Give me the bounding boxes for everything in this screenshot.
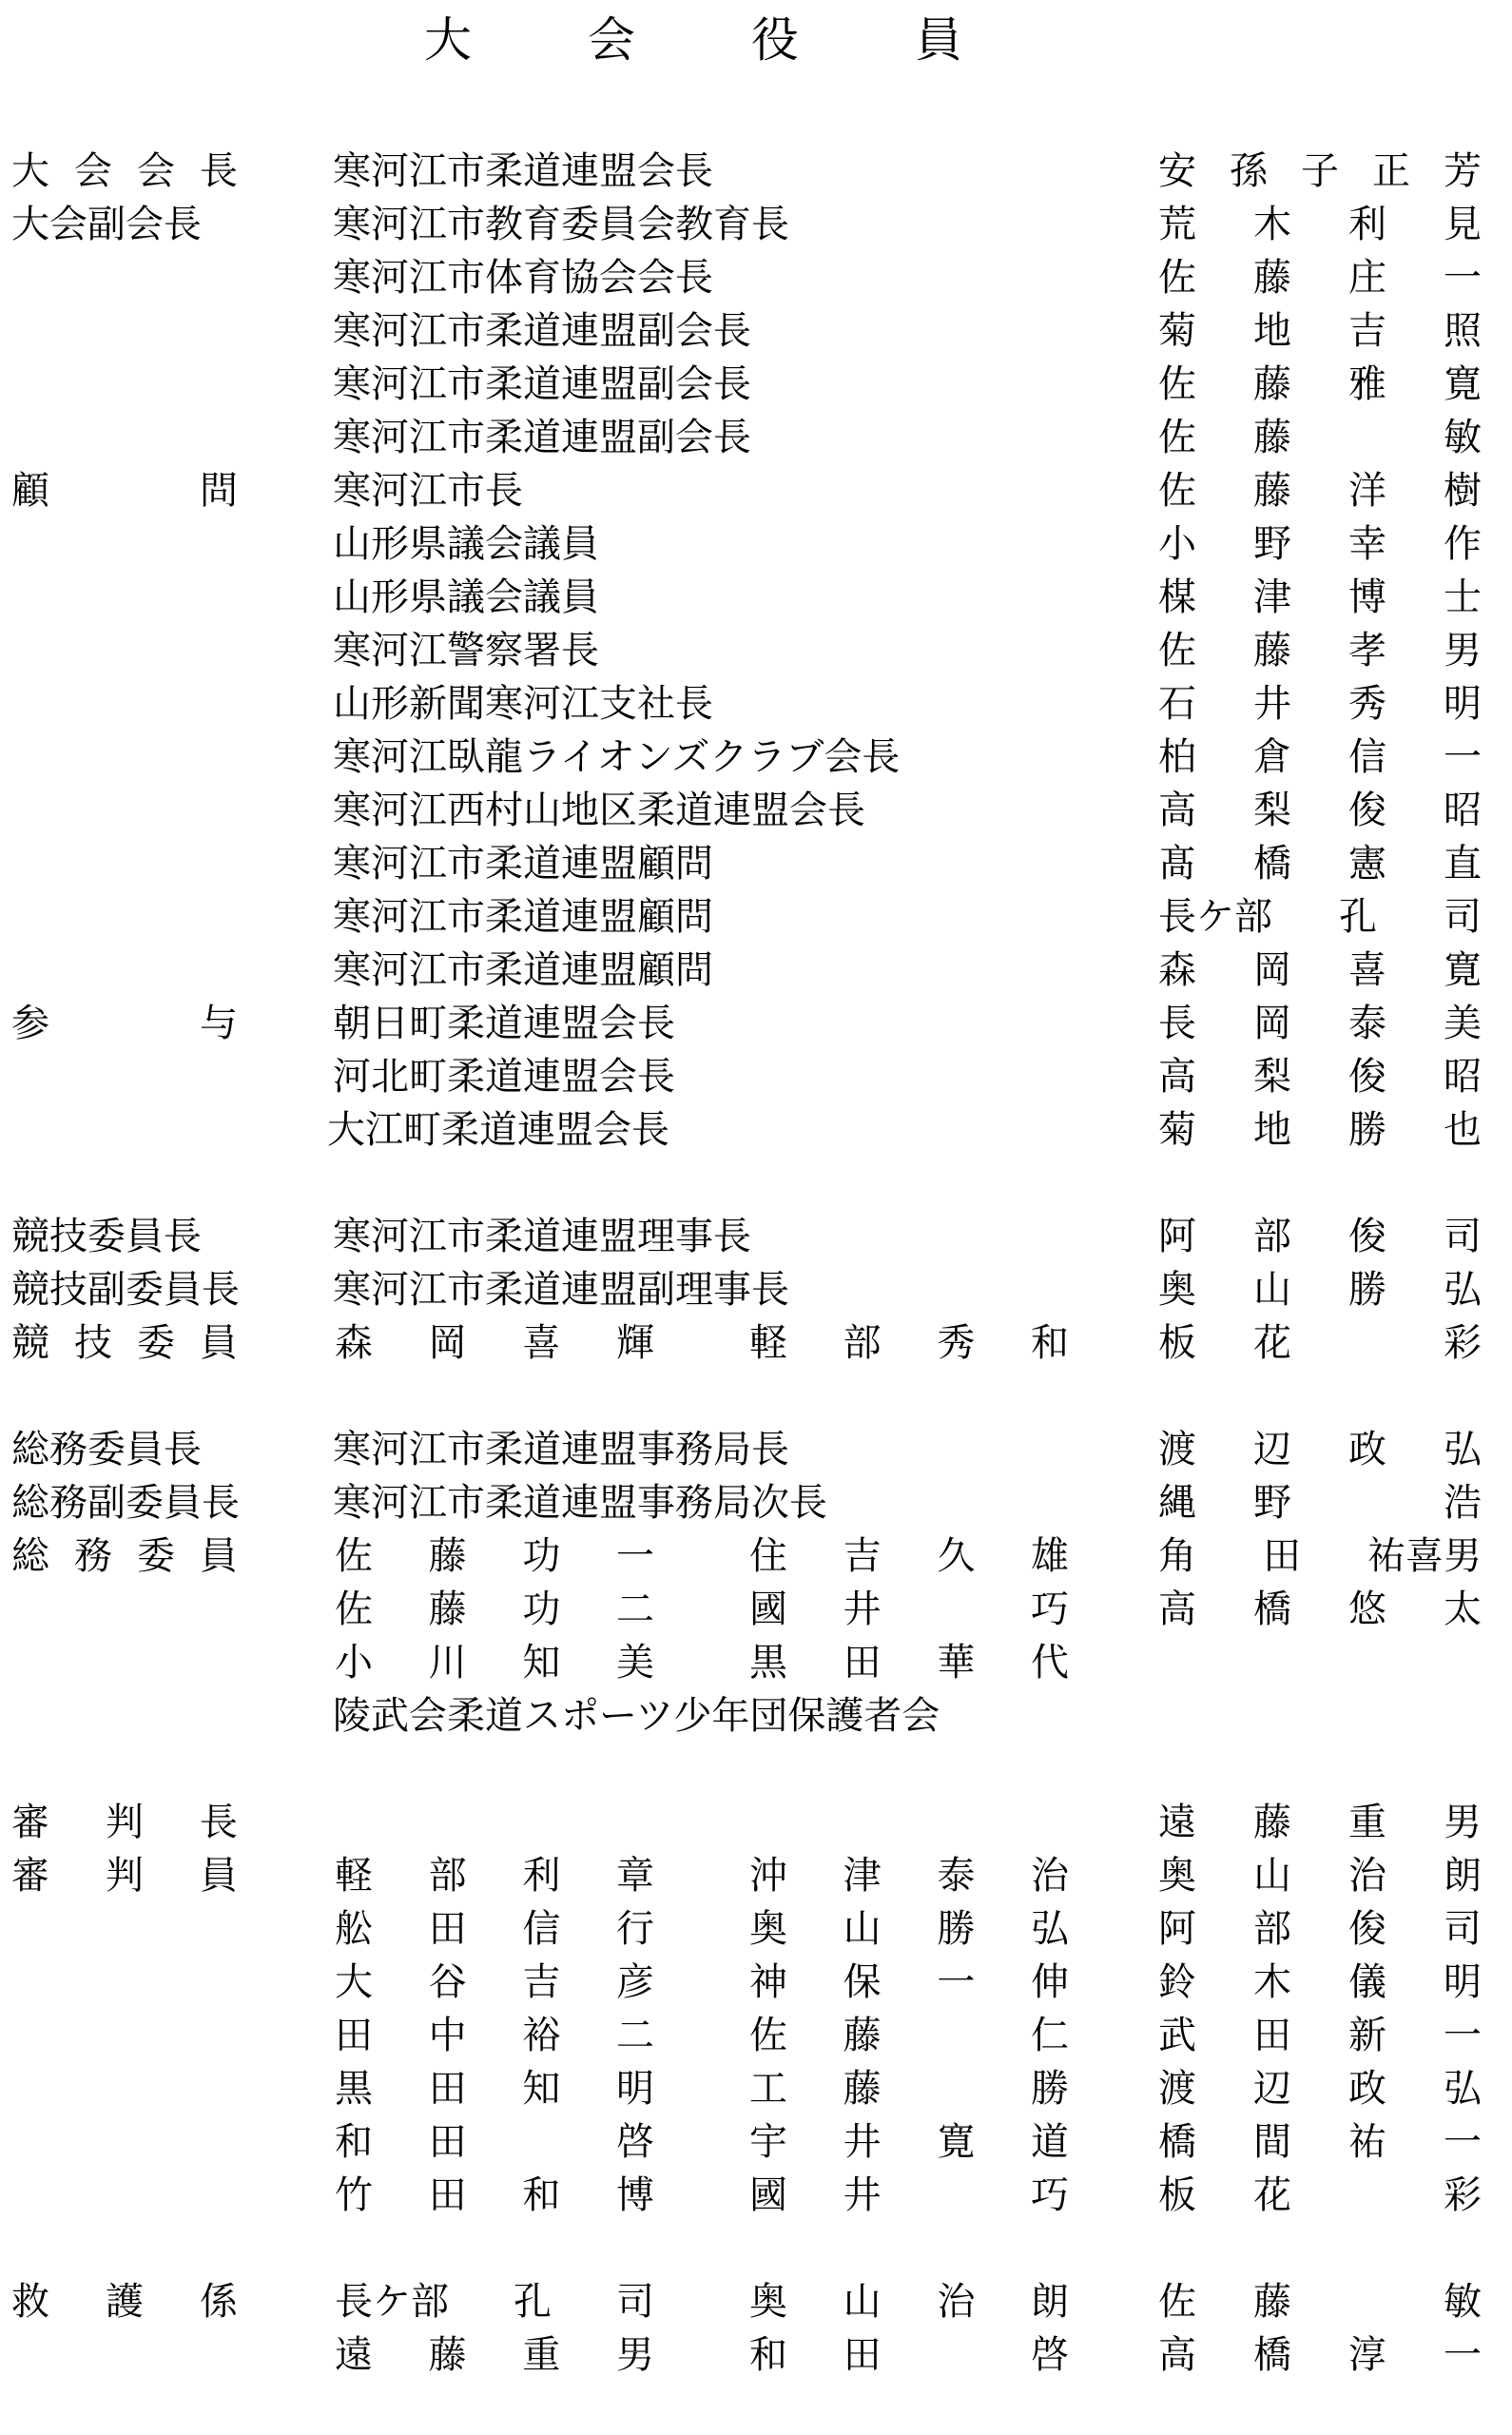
- officer-row: [0, 1583, 1512, 1636]
- member-name: 國 井 巧: [749, 2173, 1069, 2217]
- page-title: [424, 2, 962, 78]
- affiliation: 寒河江市柔道連盟顧問: [333, 842, 713, 886]
- member-name: 軽 部 秀 和: [749, 1321, 1069, 1365]
- officer-name: 佐 藤 雅 寛: [1158, 362, 1482, 406]
- member-name: 佐 藤 仁: [749, 2014, 1069, 2057]
- officer-row: [0, 1636, 1512, 1689]
- affiliation: 寒河江市柔道連盟顧問: [333, 895, 713, 939]
- member-name: 佐 藤 功 二: [335, 1588, 654, 1631]
- officer-row: [0, 464, 1512, 517]
- officer-row: [0, 1103, 1512, 1157]
- officer-name: 菊 地 勝 也: [1158, 1108, 1482, 1152]
- role-label: 総務副委員長: [11, 1481, 240, 1525]
- role-label: 審 判 長: [11, 1801, 238, 1844]
- member-name: 住 吉 久 雄: [749, 1534, 1069, 1578]
- officer-row: [0, 517, 1512, 571]
- member-name: 大 谷 吉 彦: [335, 1960, 654, 2004]
- officer-row: [0, 1476, 1512, 1529]
- officer-row: [0, 2062, 1512, 2115]
- officer-name: 安 孫 子 正 芳: [1158, 149, 1482, 193]
- officer-name: 菊 地 吉 照: [1158, 309, 1482, 353]
- role-label: 競技副委員長: [11, 1268, 240, 1312]
- officer-row: [0, 730, 1512, 784]
- officer-row: [0, 1316, 1512, 1370]
- officer-row: [0, 2009, 1512, 2062]
- officer-name: 石 井 秀 明: [1158, 682, 1482, 726]
- affiliation: 河北町柔道連盟会長: [333, 1055, 675, 1099]
- officer-row: [0, 2169, 1512, 2222]
- officer-row: [0, 358, 1512, 411]
- member-name: 舩 田 信 行: [335, 1907, 654, 1951]
- officer-row: [0, 251, 1512, 304]
- affiliation: 大江町柔道連盟会長: [327, 1108, 669, 1152]
- officer-row: [0, 1050, 1512, 1103]
- affiliation: 寒河江市柔道連盟事務局長: [333, 1428, 789, 1471]
- officer-row: [0, 997, 1512, 1050]
- affiliation: 寒河江市長: [333, 469, 523, 513]
- affiliation: 寒河江市柔道連盟事務局次長: [333, 1481, 827, 1525]
- role-label: 救 護 係: [11, 2280, 238, 2324]
- affiliation: 山形県議会議員: [333, 522, 599, 566]
- affiliation: 山形県議会議員: [333, 575, 599, 619]
- officer-row: [0, 1956, 1512, 2009]
- member-name: 和 田 啓: [749, 2333, 1069, 2377]
- officer-name: 鈴 木 儀 明: [1158, 1960, 1482, 2004]
- officer-name: 荒 木 利 見: [1158, 203, 1482, 246]
- officer-row: [0, 2275, 1512, 2328]
- officer-name: 橋 間 祐 一: [1158, 2120, 1482, 2164]
- member-name: 森 岡 喜 輝: [335, 1321, 654, 1365]
- officer-name: 柏 倉 信 一: [1158, 735, 1482, 779]
- member-name: 和 田 啓: [335, 2120, 654, 2164]
- member-name: 奥 山 勝 弘: [749, 1907, 1069, 1951]
- officer-name: 縄 野 浩: [1158, 1481, 1482, 1525]
- affiliation: 寒河江市柔道連盟顧問: [333, 948, 713, 992]
- officer-name: 板 花 彩: [1158, 2173, 1482, 2217]
- affiliation: 寒河江市柔道連盟会長: [333, 149, 713, 193]
- role-label: 競技委員長: [11, 1215, 202, 1258]
- officer-row: [0, 2115, 1512, 2169]
- affiliation: 寒河江西村山地区柔道連盟会長: [333, 789, 865, 832]
- title-char: 会: [588, 12, 635, 68]
- officer-name: 高 橋 悠 太: [1158, 1588, 1482, 1631]
- member-name: 工 藤 勝: [749, 2067, 1069, 2111]
- officer-row: [0, 411, 1512, 464]
- member-name: 田 中 裕 二: [335, 2014, 654, 2057]
- affiliation: 寒河江市柔道連盟副会長: [333, 416, 751, 459]
- officer-name: 髙 橋 憲 直: [1158, 842, 1482, 886]
- officer-name: 楳 津 博 士: [1158, 575, 1482, 619]
- officer-name: 佐 藤 庄 一: [1158, 256, 1482, 300]
- affiliation: 寒河江市柔道連盟副会長: [333, 362, 751, 406]
- affiliation: 朝日町柔道連盟会長: [333, 1002, 675, 1045]
- officer-name: 高 橋 淳 一: [1158, 2333, 1482, 2377]
- officer-name: 高 梨 俊 昭: [1158, 789, 1482, 832]
- member-name: 長ケ部 孔 司: [335, 2280, 654, 2324]
- affiliation: 寒河江市柔道連盟副理事長: [333, 1268, 789, 1312]
- officer-name: 佐 藤 敏: [1158, 2280, 1482, 2324]
- member-name: 沖 津 泰 治: [749, 1854, 1069, 1898]
- officer-name: 高 梨 俊 昭: [1158, 1055, 1482, 1099]
- officer-row: [0, 571, 1512, 624]
- officer-row: [0, 1849, 1512, 1902]
- officer-row: [0, 1796, 1512, 1849]
- officer-row: [0, 624, 1512, 677]
- officer-name: 遠 藤 重 男: [1158, 1801, 1482, 1844]
- officer-name: 佐 藤 敏: [1158, 416, 1482, 459]
- officer-row: [0, 1529, 1512, 1583]
- officer-row: [0, 837, 1512, 890]
- officer-name: 奥 山 治 朗: [1158, 1854, 1482, 1898]
- member-name: 小 川 知 美: [335, 1641, 654, 1685]
- officer-name: 阿 部 俊 司: [1158, 1215, 1482, 1258]
- officer-row: [0, 1689, 1512, 1743]
- affiliation: 寒河江臥龍ライオンズクラブ会長: [333, 735, 901, 779]
- affiliation: 寒河江市教育委員会教育長: [333, 203, 789, 246]
- role-label: 総 務 委 員: [11, 1534, 238, 1578]
- role-label: 審 判 員: [11, 1854, 238, 1898]
- officer-row: [0, 1902, 1512, 1956]
- title-char: 役: [751, 12, 799, 68]
- officer-name: 小 野 幸 作: [1158, 522, 1482, 566]
- role-label: 競 技 委 員: [11, 1321, 238, 1365]
- officer-name: 森 岡 喜 寛: [1158, 948, 1482, 992]
- affiliation: 寒河江市体育協会会長: [333, 256, 713, 300]
- role-label: 顧 問: [11, 469, 238, 513]
- member-name: 佐 藤 功 一: [335, 1534, 654, 1578]
- officer-row: [0, 2328, 1512, 2382]
- role-label: 大会副会長: [11, 203, 202, 246]
- title-char: 大: [424, 12, 472, 68]
- officer-row: [0, 677, 1512, 730]
- role-label: 参 与: [11, 1002, 238, 1045]
- affiliation: 寒河江警察署長: [333, 629, 599, 672]
- officer-name: 奥 山 勝 弘: [1158, 1268, 1482, 1312]
- officer-name: 佐 藤 洋 樹: [1158, 469, 1482, 513]
- member-name: 神 保 一 伸: [749, 1960, 1069, 2004]
- member-name: 竹 田 和 博: [335, 2173, 654, 2217]
- officer-name: 角 田 祐喜男: [1158, 1534, 1482, 1578]
- officer-row: [0, 890, 1512, 944]
- member-name: 遠 藤 重 男: [335, 2333, 654, 2377]
- member-name: 國 井 巧: [749, 1588, 1069, 1631]
- affiliation: 寒河江市柔道連盟理事長: [333, 1215, 751, 1258]
- officer-row: [0, 784, 1512, 837]
- officer-row: [0, 198, 1512, 251]
- role-label: 大 会 会 長: [11, 149, 238, 193]
- title-char: 員: [915, 12, 962, 68]
- member-name: 軽 部 利 章: [335, 1854, 654, 1898]
- officer-row: [0, 1263, 1512, 1316]
- affiliation: 山形新聞寒河江支社長: [333, 682, 713, 726]
- officer-name: 板 花 彩: [1158, 1321, 1482, 1365]
- officer-name: 長 岡 泰 美: [1158, 1002, 1482, 1045]
- officer-name: 佐 藤 孝 男: [1158, 629, 1482, 672]
- officer-row: [0, 304, 1512, 358]
- member-name: 黒 田 知 明: [335, 2067, 654, 2111]
- member-name: 奥 山 治 朗: [749, 2280, 1069, 2324]
- affiliation: 陵武会柔道スポーツ少年団保護者会: [333, 1694, 940, 1738]
- officer-name: 長ケ部 孔 司: [1158, 895, 1482, 939]
- officer-row: [0, 145, 1512, 198]
- member-name: 宇 井 寛 道: [749, 2120, 1069, 2164]
- member-name: 黒 田 華 代: [749, 1641, 1069, 1685]
- affiliation: 寒河江市柔道連盟副会長: [333, 309, 751, 353]
- officer-name: 武 田 新 一: [1158, 2014, 1482, 2057]
- officer-name: 渡 辺 政 弘: [1158, 1428, 1482, 1471]
- officer-row: [0, 1210, 1512, 1263]
- officer-row: [0, 1423, 1512, 1476]
- officer-name: 阿 部 俊 司: [1158, 1907, 1482, 1951]
- officer-name: 渡 辺 政 弘: [1158, 2067, 1482, 2111]
- officer-row: [0, 944, 1512, 997]
- role-label: 総務委員長: [11, 1428, 202, 1471]
